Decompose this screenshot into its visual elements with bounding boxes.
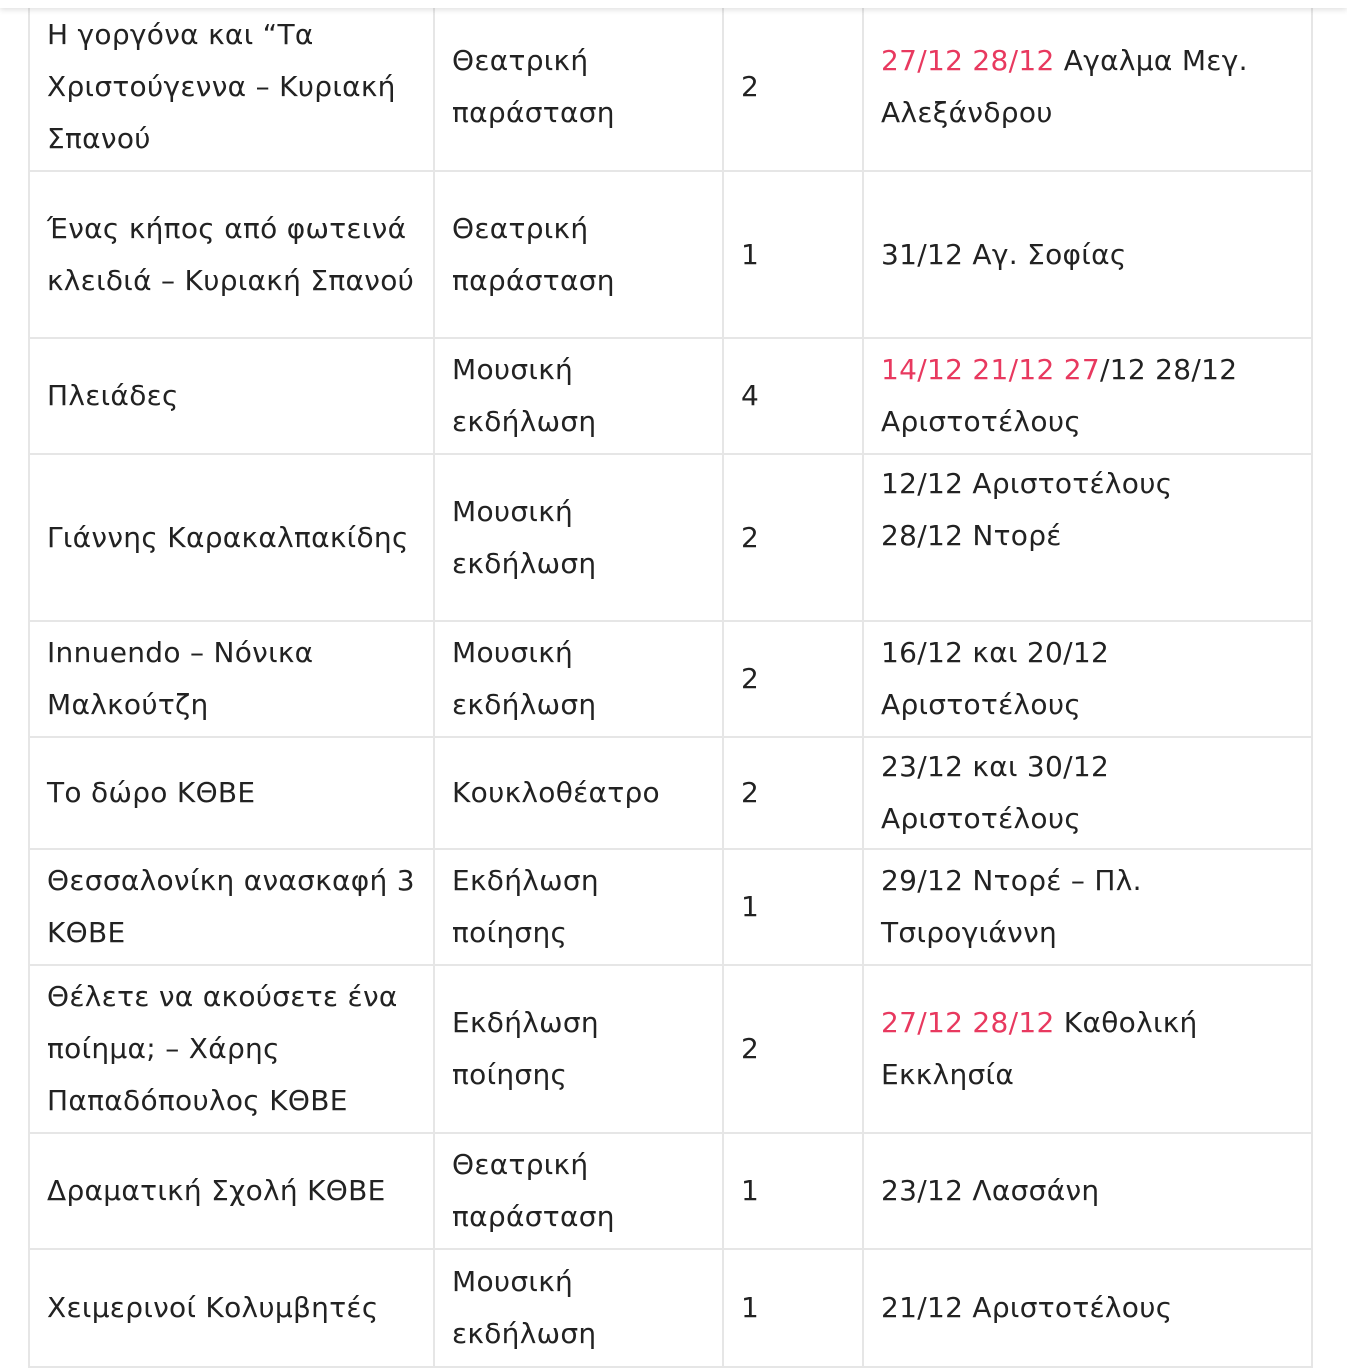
event-count: 2 bbox=[723, 454, 863, 621]
events-table bbox=[28, 2, 1313, 1368]
table-row bbox=[29, 621, 1312, 737]
event-title: Γιάννης Καρακαλπακίδης bbox=[29, 454, 434, 621]
table-row bbox=[29, 849, 1312, 965]
event-dates bbox=[863, 965, 1312, 1133]
event-title: Πλειάδες bbox=[29, 338, 434, 454]
table-row bbox=[29, 338, 1312, 454]
table-row bbox=[29, 454, 1312, 621]
event-type: Θεατρική παράσταση bbox=[434, 1133, 723, 1249]
event-title: Innuendo – Νόνικα Μαλκούτζη bbox=[29, 621, 434, 737]
event-title: Θεσσαλονίκη ανασκαφή 3 ΚΘΒΕ bbox=[29, 849, 434, 965]
event-venue-line: 28/12 Ντορέ bbox=[881, 519, 1062, 552]
event-dates bbox=[863, 454, 1312, 621]
event-type: Θεατρική παράσταση bbox=[434, 171, 723, 338]
table-row bbox=[29, 3, 1312, 171]
event-venue-line: 12/12 Αριστοτέλους bbox=[881, 467, 1173, 500]
top-bar bbox=[0, 0, 1347, 8]
event-venue: Καθολική Εκκλησία bbox=[881, 1006, 1198, 1091]
event-type: Μουσική εκδήλωση bbox=[434, 621, 723, 737]
event-count: 1 bbox=[723, 1249, 863, 1367]
event-dates bbox=[863, 338, 1312, 454]
event-type: Κουκλοθέατρο bbox=[434, 737, 723, 849]
event-type: Μουσική εκδήλωση bbox=[434, 338, 723, 454]
event-type: Εκδήλωση ποίησης bbox=[434, 849, 723, 965]
event-title: Ένας κήπος από φωτεινά κλειδιά – Κυριακή Σπανού bbox=[29, 171, 434, 338]
event-dates: 21/12 Αριστοτέλους bbox=[863, 1249, 1312, 1367]
event-count: 1 bbox=[723, 1133, 863, 1249]
highlighted-dates: 14/12 21/12 27 bbox=[881, 353, 1101, 386]
table-row bbox=[29, 1133, 1312, 1249]
event-count: 1 bbox=[723, 171, 863, 338]
event-title: Δραματική Σχολή ΚΘΒΕ bbox=[29, 1133, 434, 1249]
table-row bbox=[29, 737, 1312, 849]
highlighted-dates: 27/12 28/12 bbox=[881, 1006, 1055, 1039]
event-dates: 23/12 Λασσάνη bbox=[863, 1133, 1312, 1249]
event-title: Η γοργόνα και “Τα Χριστούγεννα – Κυριακή Σπανού bbox=[29, 3, 434, 171]
event-dates: 16/12 και 20/12 Αριστοτέλους bbox=[863, 621, 1312, 737]
event-venue: Αγαλμα Μεγ. Αλεξάνδρου bbox=[881, 44, 1248, 129]
event-count: 4 bbox=[723, 338, 863, 454]
event-dates: 23/12 και 30/12 Αριστοτέλους bbox=[863, 737, 1312, 849]
event-type: Μουσική εκδήλωση bbox=[434, 1249, 723, 1367]
event-count: 2 bbox=[723, 737, 863, 849]
event-dates: 31/12 Αγ. Σοφίας bbox=[863, 171, 1312, 338]
table-row bbox=[29, 1249, 1312, 1367]
event-title: Το δώρο ΚΘΒΕ bbox=[29, 737, 434, 849]
event-type: Μουσική εκδήλωση bbox=[434, 454, 723, 621]
event-dates bbox=[863, 3, 1312, 171]
table-row bbox=[29, 965, 1312, 1133]
event-count: 2 bbox=[723, 3, 863, 171]
event-type: Εκδήλωση ποίησης bbox=[434, 965, 723, 1133]
event-count: 2 bbox=[723, 965, 863, 1133]
event-count: 2 bbox=[723, 621, 863, 737]
event-count: 1 bbox=[723, 849, 863, 965]
highlighted-dates: 27/12 28/12 bbox=[881, 44, 1055, 77]
table-row bbox=[29, 171, 1312, 338]
event-title: Χειμερινοί Κολυμβητές bbox=[29, 1249, 434, 1367]
event-dates: 29/12 Ντορέ – Πλ. Τσιρογιάννη bbox=[863, 849, 1312, 965]
event-type: Θεατρική παράσταση bbox=[434, 3, 723, 171]
event-title: Θέλετε να ακούσετε ένα ποίημα; – Χάρης Παπαδόπουλος ΚΘΒΕ bbox=[29, 965, 434, 1133]
event-venue: /12 28/12 Αριστοτέλους bbox=[881, 353, 1238, 438]
